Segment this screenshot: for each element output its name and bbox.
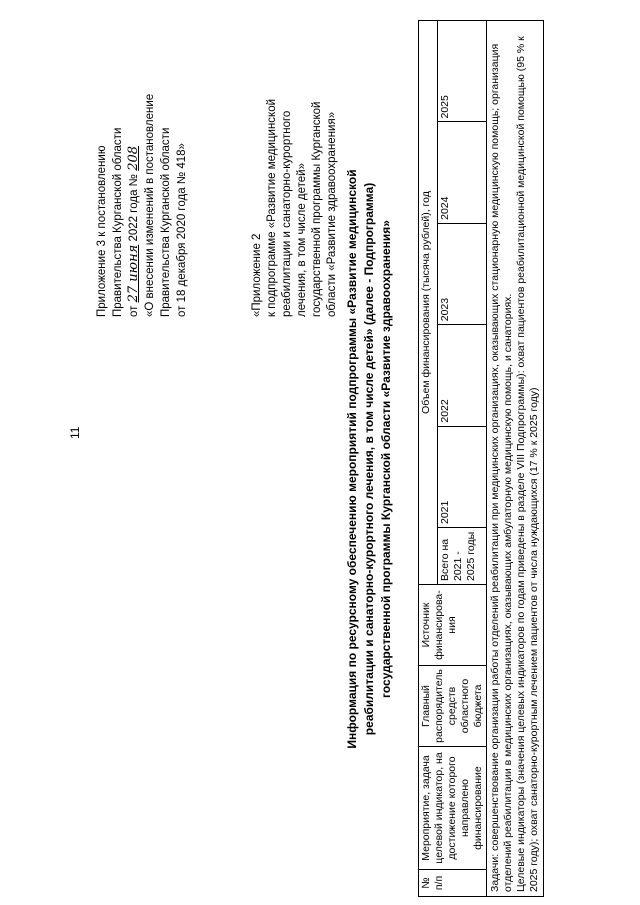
- table-row: [487, 21, 544, 897]
- header-num: № п/п: [419, 870, 487, 897]
- appendix-line: Приложение 3 к постановлению: [96, 145, 108, 317]
- appendix-line: от 18 декабря 2020 года № 418»: [176, 143, 188, 317]
- task-text: Задачи: совершенствование организации работы отделений реабилитации при медицинских организациях, оказывающих стационарную медицинскую помощь; организация отделений реабилитации в медицинских организациях, оказывающих амбулаторную медицинскую помощь, и санаториях.: [489, 43, 514, 892]
- appendix2-line: области «Развитие здравоохранения»: [326, 111, 338, 317]
- appendix2-header: [250, 17, 340, 317]
- header-event: Мероприятие, задача целевой индикатор, на достижение которого направлено финансирование: [419, 747, 487, 870]
- header-total: Всего на 2021 - 2025 годы: [437, 528, 486, 585]
- header-year: 2024: [437, 122, 486, 223]
- appendix-line: «О внесении изменений в постановление: [144, 93, 156, 317]
- table-header-row: [419, 21, 438, 897]
- appendix-header: [94, 17, 190, 317]
- header-year: 2022: [437, 325, 486, 426]
- title-line: Информация по ресурсному обеспечению мероприятий подпрограммы «Развитие медицинской: [345, 169, 359, 749]
- appendix-date-mid: 2022 года №: [128, 173, 140, 242]
- header-year: 2025: [437, 21, 486, 123]
- appendix-line: Правительства Курганской области: [160, 127, 172, 317]
- appendix-date-prefix: от: [128, 305, 140, 317]
- document-title: [344, 109, 395, 809]
- handwritten-number: 208: [126, 145, 141, 171]
- appendix2-line: реабилитации и санаторно-курортного: [281, 110, 293, 317]
- title-line: реабилитации и санаторно-курортного лечения, в том числе детей» (далее - Подпрограмма): [362, 182, 376, 736]
- indicators-text: Целевые индикаторы (значения целевых индикаторов по годам приведены в разделе VIII Подпрограммы): охват пациентов реабилитационной медицинской помощью (95 % к 2025 году); охват санаторно-курортным лечением пациентов от числа нуждающихся (17 % к 2025 году): [515, 36, 540, 892]
- page-number: 11: [68, 426, 82, 439]
- handwritten-date: 27 июня: [126, 244, 141, 303]
- appendix-line: Правительства Курганской области: [112, 127, 124, 317]
- title-line: государственной программы Курганской области «Развитие здравоохранения»: [379, 220, 393, 698]
- appendix2-line: «Приложение 2: [251, 233, 263, 317]
- appendix-date-line: [126, 17, 142, 317]
- appendix2-line: государственной программы Курганской: [311, 101, 323, 317]
- header-year: 2023: [437, 223, 486, 324]
- task-cell: [487, 21, 544, 897]
- header-year: 2021: [437, 426, 486, 527]
- financing-table: [418, 20, 544, 897]
- header-volume: Объем финансирования (тысяча рублей), год: [419, 21, 438, 585]
- appendix2-line: лечения, в том числе детей»: [296, 163, 308, 317]
- header-main-manager: Главный распорядитель средств областного бюджета: [419, 666, 487, 747]
- appendix2-line: к подпрограмме «Развитие медицинской: [266, 98, 278, 317]
- header-source: Источник финансирова-ния: [419, 585, 487, 666]
